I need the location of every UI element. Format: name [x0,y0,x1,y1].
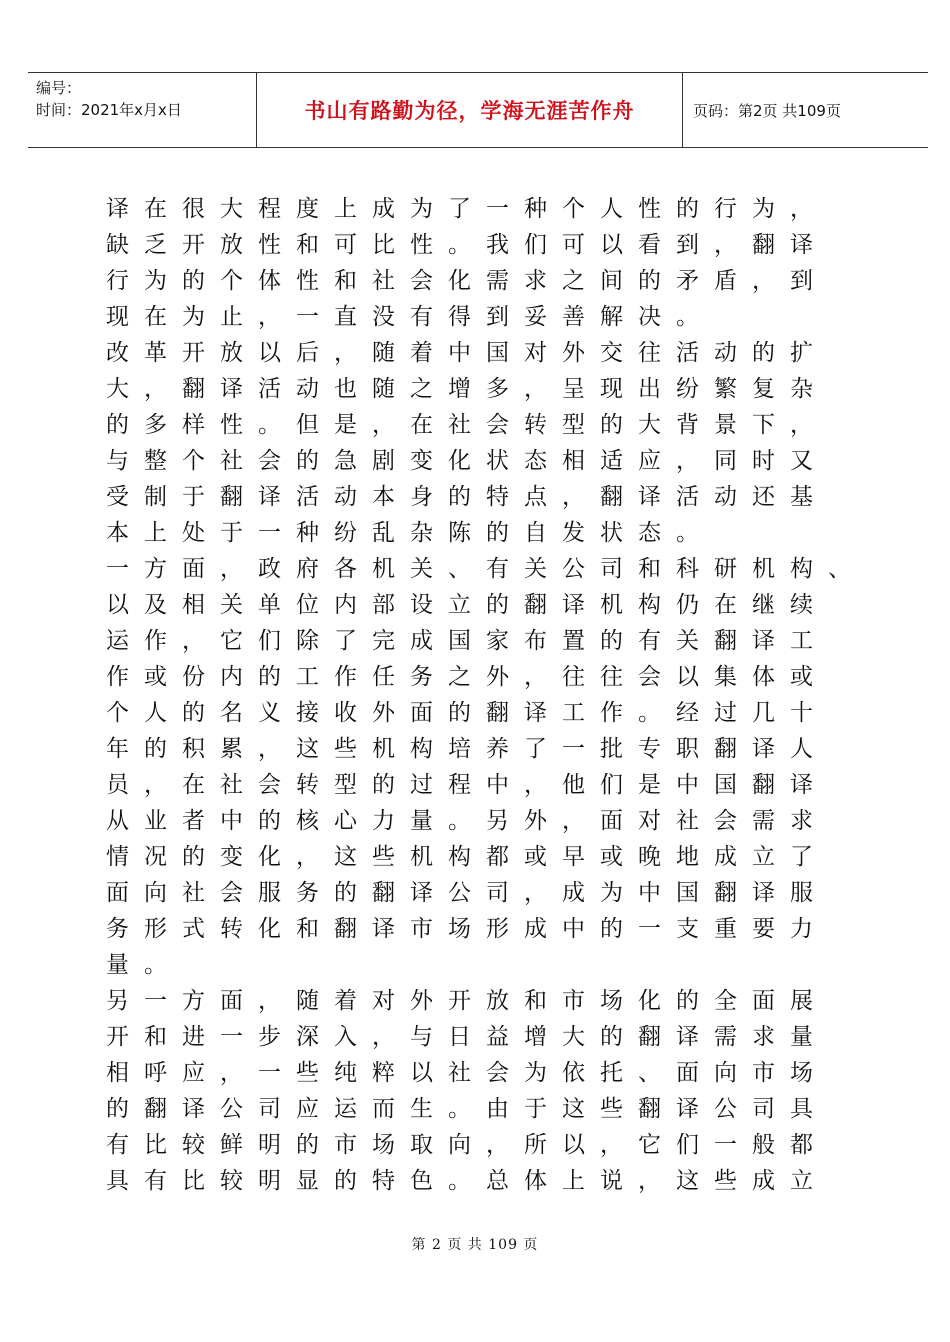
text-line: 译在很大程度上成为了一种个人性的行为， [106,196,828,222]
page-header [28,72,928,148]
header-meta [28,73,257,147]
text-line: 运作，它们除了完成国家布置的有关翻译工 [106,628,828,654]
text-line: 的翻译公司应运而生。由于这些翻译公司具 [106,1096,828,1122]
text-line: 面向社会服务的翻译公司，成为中国翻译服 [106,880,828,906]
text-line: 开和进一步深入，与日益增大的翻译需求量 [106,1024,828,1050]
text-line: 缺乏开放性和可比性。我们可以看到，翻译 [106,232,828,258]
text-line: 以及相关单位内部设立的翻译机构仍在继续 [106,592,828,618]
text-line: 的多样性。但是，在社会转型的大背景下， [106,412,828,438]
text-line: 务形式转化和翻译市场形成中的一支重要力 [106,916,828,942]
document-body [106,191,866,1199]
text-line: 大，翻译活动也随之增多，呈现出纷繁复杂 [106,376,828,402]
document-number-label: 编号： [36,79,82,97]
text-line: 另一方面，随着对外开放和市场化的全面展 [106,988,828,1014]
text-line: 年的积累，这些机构培养了一批专职翻译人 [106,736,828,762]
header-motto: 书山有路勤为径，学海无涯苦作舟 [257,73,683,147]
text-line: 具有比较明显的特色。总体上说，这些成立 [106,1168,828,1194]
text-line: 有比较鲜明的市场取向，所以，它们一般都 [106,1132,828,1158]
text-line: 作或份内的工作任务之外，往往会以集体或 [106,664,828,690]
text-line: 行为的个体性和社会化需求之间的矛盾，到 [106,268,828,294]
text-line: 从业者中的核心力量。另外，面对社会需求 [106,808,828,834]
document-date: 时间：2021年x月x日 [36,101,182,119]
text-line: 本上处于一种纷乱杂陈的自发状态。 [106,520,714,546]
text-line: 个人的名义接收外面的翻译工作。经过几十 [106,700,828,726]
text-line: 相呼应，一些纯粹以社会为依托、面向市场 [106,1060,828,1086]
header-page-info: 页码：第2页 共109页 [693,101,841,120]
text-line: 受制于翻译活动本身的特点，翻译活动还基 [106,484,828,510]
page-footer: 第 2 页 共 109 页 [411,1237,539,1253]
text-line: 员，在社会转型的过程中，他们是中国翻译 [106,772,828,798]
text-line: 一方面，政府各机关、有关公司和科研机构、 [106,556,866,582]
text-line: 改革开放以后，随着中国对外交往活动的扩 [106,340,828,366]
text-line: 量。 [106,952,182,978]
text-line: 与整个社会的急剧变化状态相适应，同时又 [106,448,828,474]
text-line: 情况的变化，这些机构都或早或晚地成立了 [106,844,828,870]
text-line: 现在为止，一直没有得到妥善解决。 [106,304,714,330]
